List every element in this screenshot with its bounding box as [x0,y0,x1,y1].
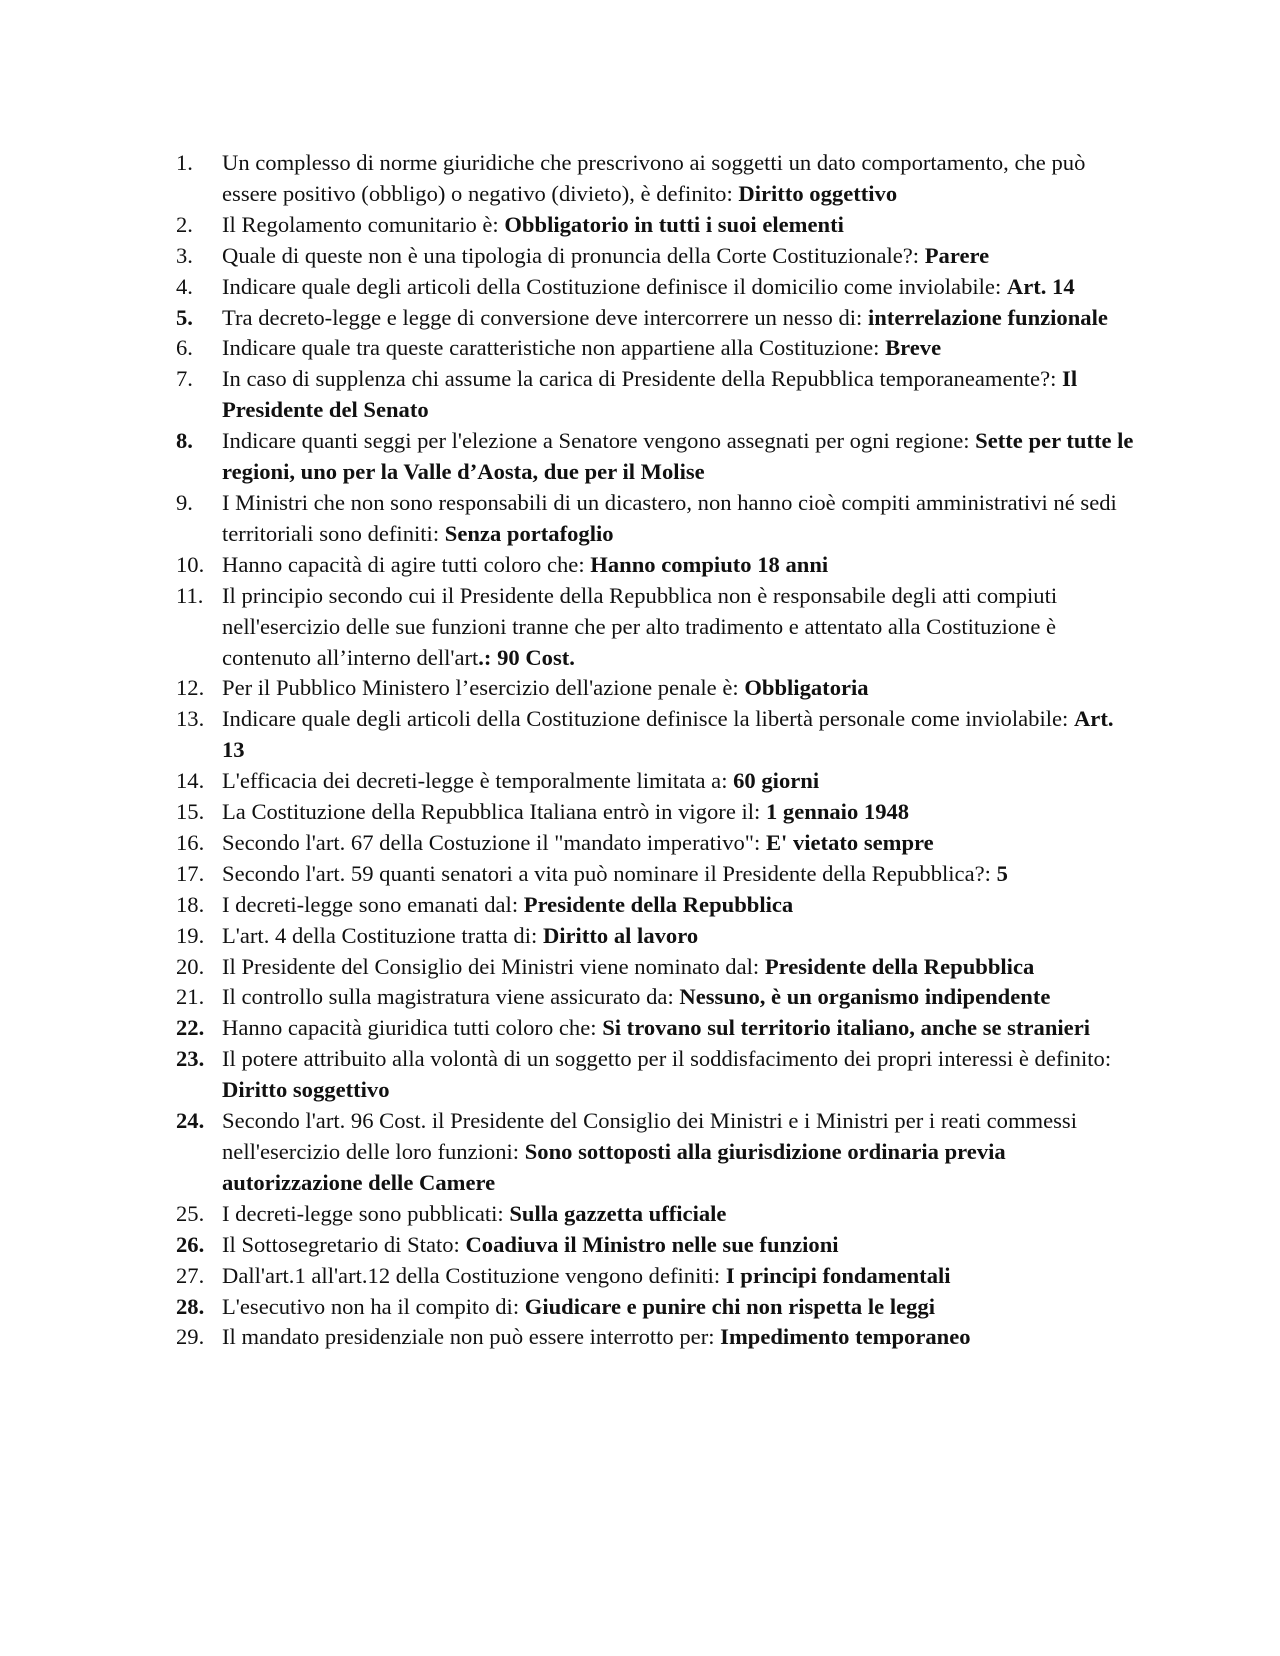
item-answer: Sono sottoposti alla giurisdizione ordinaria previa autorizzazione delle Camere [222,1139,1006,1195]
item-answer: .: 90 Cost. [478,644,575,670]
item-question: Il Presidente del Consiglio dei Ministri viene nominato dal: [222,953,765,979]
item-number: 12. [176,675,205,701]
item-number: 23. [176,1046,205,1072]
item-answer: Diritto soggettivo [222,1077,390,1103]
item-answer: Obbligatoria [744,675,869,701]
item-answer: Hanno compiuto 18 anni [590,551,829,577]
item-question: Secondo l'art. 59 quanti senatori a vita può nominare il Presidente della Repubblica?: [222,860,997,886]
list-item [176,1292,1136,1323]
item-number: 9. [176,489,193,515]
item-question: Indicare quanti seggi per l'elezione a Senatore vengono assegnati per ogni regione: [222,428,976,454]
list-item [176,673,1136,704]
item-answer: Il Presidente del Senato [222,366,1078,423]
item-question: I decreti-legge sono pubblicati: [222,1200,510,1226]
item-answer: Presidente della Repubblica [523,891,794,917]
list-item [176,1261,1136,1292]
item-question: Dall'art.1 all'art.12 della Costituzione vengono definiti: [222,1262,726,1288]
item-question: Il controllo sulla magistratura viene assicurato da: [222,984,680,1010]
item-question: I Ministri che non sono responsabili di un dicastero, non hanno cioè compiti amministrativi né sedi territoriali sono definiti: [222,489,1117,546]
item-answer: Breve [885,335,942,361]
item-question: Indicare quale degli articoli della Costituzione definisce la libertà personale come inviolabile: [222,706,1074,732]
list-item [176,890,1136,921]
list-item [176,952,1136,983]
item-question: Un complesso di norme giuridiche che prescrivono ai soggetti un dato comportamento, che può essere positivo (obbligo) o negativo (divieto), è definito: [222,150,1086,206]
item-question: Il Regolamento comunitario è: [222,211,505,237]
item-answer: Art. 13 [222,706,1114,763]
list-item [176,1199,1136,1230]
item-number: 22. [176,1015,205,1041]
list-item [176,1106,1136,1199]
list-item [176,364,1136,426]
item-answer: Si trovano sul territorio italiano, anche se stranieri [602,1015,1090,1041]
item-answer: Senza portafoglio [444,520,614,546]
list-item [176,303,1136,334]
item-question: Hanno capacità giuridica tutti coloro che: [222,1015,603,1041]
item-number: 8. [176,428,193,454]
list-item [176,828,1136,859]
list-item [176,488,1136,550]
item-answer: Diritto oggettivo [738,180,898,206]
list-item [176,1230,1136,1261]
item-number: 6. [176,335,193,361]
item-number: 20. [176,953,205,979]
item-question: Quale di queste non è una tipologia di pronuncia della Corte Costituzionale?: [222,242,925,268]
item-number: 10. [176,551,205,577]
item-question: Per il Pubblico Ministero l’esercizio dell'azione penale è: [222,675,745,701]
item-answer: Impedimento temporaneo [720,1324,971,1350]
list-item [176,921,1136,952]
question-list [176,148,1136,1353]
item-number: 15. [176,799,205,825]
item-answer: Diritto al lavoro [542,922,699,948]
item-answer: interrelazione funzionale [867,304,1108,330]
item-number: 1. [176,150,193,175]
item-question: In caso di supplenza chi assume la carica di Presidente della Repubblica temporaneamente?: [222,366,1063,392]
item-question: L'efficacia dei decreti-legge è temporalmente limitata a: [222,768,734,794]
list-item [176,272,1136,303]
list-item [176,550,1136,581]
item-question: Il Sottosegretario di Stato: [222,1231,466,1257]
item-number: 19. [176,922,205,948]
item-number: 25. [176,1200,205,1226]
item-question: Indicare quale tra queste caratteristiche non appartiene alla Costituzione: [222,335,886,361]
list-item [176,148,1136,210]
item-answer: Art. 14 [1006,273,1075,299]
item-answer: 5 [996,860,1008,886]
item-number: 18. [176,891,205,917]
list-item [176,766,1136,797]
list-item [176,704,1136,766]
item-answer: Giudicare e punire chi non rispetta le leggi [524,1293,936,1319]
item-question: Il potere attribuito alla volontà di un soggetto per il soddisfacimento dei propri interessi è definito: [222,1046,1112,1072]
item-question: Secondo l'art. 67 della Costuzione il "mandato imperativo": [222,829,766,855]
item-question: Secondo l'art. 96 Cost. il Presidente del Consiglio dei Ministri e i Ministri per i reati commessi nell'esercizio delle loro funzioni: [222,1108,1077,1164]
item-question: Hanno capacità di agire tutti coloro che: [222,551,591,577]
item-answer: Sulla gazzetta ufficiale [509,1200,727,1226]
item-question: Il principio secondo cui il Presidente della Repubblica non è responsabile degli atti compiuti nell'esercizio delle sue funzioni tranne che per alto tradimento e attentato alla Costituzione è contenuto all’interno dell'art [222,582,1058,670]
item-number: 26. [176,1231,205,1257]
item-answer: I principi fondamentali [725,1262,951,1288]
list-item [176,1013,1136,1044]
item-answer: E' vietato sempre [765,829,934,855]
list-item [176,797,1136,828]
item-answer: Obbligatorio in tutti i suoi elementi [504,211,844,237]
item-number: 5. [176,304,193,330]
list-item [176,859,1136,890]
item-number: 7. [176,366,193,392]
item-number: 27. [176,1262,205,1288]
item-number: 14. [176,768,205,794]
list-item [176,1044,1136,1106]
item-question: Indicare quale degli articoli della Costituzione definisce il domicilio come inviolabile: [222,273,1007,299]
item-number: 16. [176,829,205,855]
item-answer: 60 giorni [733,768,820,794]
list-item [176,210,1136,241]
item-question: La Costituzione della Repubblica Italiana entrò in vigore il: [222,799,766,825]
list-item [176,241,1136,272]
item-question: Il mandato presidenziale non può essere interrotto per: [222,1324,721,1350]
item-answer: Presidente della Repubblica [764,953,1035,979]
item-question: Tra decreto-legge e legge di conversione deve intercorrere un nesso di: [222,304,868,330]
item-number: 17. [176,860,205,886]
item-number: 13. [176,706,205,732]
item-answer: Parere [924,242,990,268]
item-question: L'esecutivo non ha il compito di: [222,1293,525,1319]
item-number: 3. [176,242,193,268]
item-number: 24. [176,1108,205,1134]
list-item [176,333,1136,364]
item-answer: Coadiuva il Ministro nelle sue funzioni [465,1231,839,1257]
item-number: 28. [176,1293,205,1319]
list-item [176,1322,1136,1353]
item-number: 2. [176,211,193,237]
item-question: I decreti-legge sono emanati dal: [222,891,524,917]
list-item [176,426,1136,488]
item-number: 11. [176,582,204,608]
item-number: 21. [176,984,205,1010]
item-question: L'art. 4 della Costituzione tratta di: [222,922,543,948]
list-item [176,581,1136,674]
list-item [176,982,1136,1013]
item-answer: 1 gennaio 1948 [765,799,910,825]
item-answer: Nessuno, è un organismo indipendente [679,984,1051,1010]
item-answer: Sette per tutte le regioni, uno per la Valle d’Aosta, due per il Molise [222,428,1134,485]
item-number: 29. [176,1324,205,1350]
item-number: 4. [176,273,193,299]
